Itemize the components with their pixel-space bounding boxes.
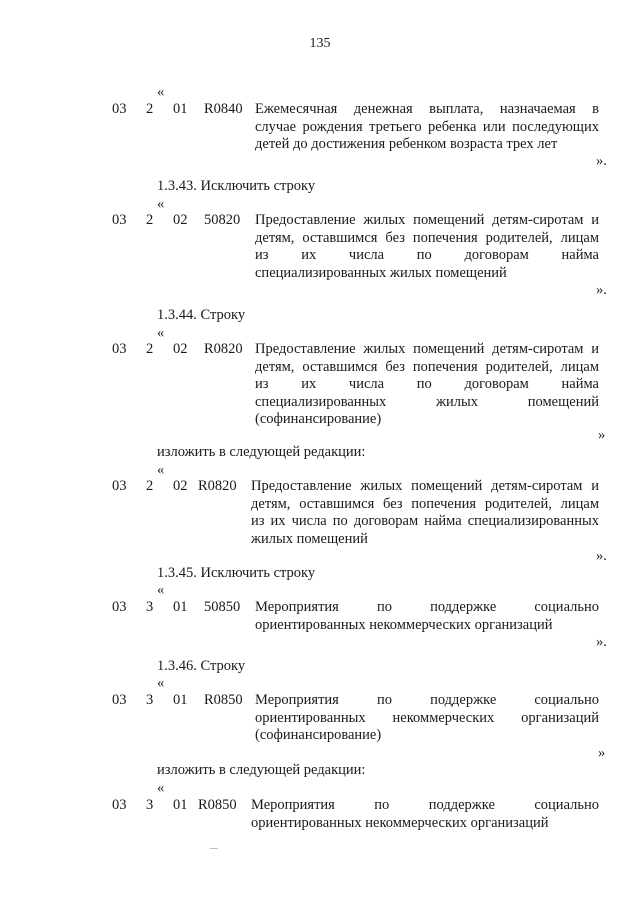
description-line: Ежемесячная денежная выплата, назначаемая в xyxy=(255,101,599,117)
instruction: 1.3.44. Строку xyxy=(157,307,246,323)
row-description xyxy=(251,478,599,548)
description-line: ориентированных некоммерческих организаций xyxy=(255,616,553,633)
code-section: 03 xyxy=(112,478,127,494)
open-quote: « xyxy=(157,325,165,341)
description-line: Мероприятия по поддержке социально xyxy=(255,692,599,708)
open-quote: « xyxy=(157,84,165,100)
description-line: Мероприятия по поддержке социально xyxy=(255,599,599,615)
code-section: 03 xyxy=(112,101,127,117)
description-line: детям, оставшимся без попечения родителей, лицам xyxy=(251,495,599,512)
open-quote: « xyxy=(157,780,165,796)
description-line: жилых помещений xyxy=(251,530,368,547)
description-line: (софинансирование) xyxy=(255,411,382,428)
description-line: ориентированных некоммерческих организаций xyxy=(255,709,599,726)
row-description xyxy=(255,341,599,429)
code-direction: 50850 xyxy=(204,599,241,615)
instruction: 1.3.45. Исключить строку xyxy=(157,565,316,581)
description-line: детей до достижения ребенком возраста трех лет xyxy=(255,136,558,153)
close-quote: » xyxy=(598,745,606,761)
code-event: 02 xyxy=(173,341,188,357)
description-line: из их числа по договорам найма xyxy=(255,247,599,264)
open-quote: « xyxy=(157,582,165,598)
code-subprogram: 2 xyxy=(146,101,154,117)
description-line: из их числа по договорам найма специализированных xyxy=(251,513,599,530)
description-line: специализированных жилых помещений xyxy=(255,264,507,281)
close-quote: ». xyxy=(596,282,607,298)
instruction: изложить в следующей редакции: xyxy=(157,444,366,460)
description-line: Предоставление жилых помещений детям-сиротам и xyxy=(251,478,599,494)
code-direction: R0820 xyxy=(204,341,243,357)
code-subprogram: 2 xyxy=(146,212,154,228)
code-event: 01 xyxy=(173,599,188,615)
code-direction: R0840 xyxy=(204,101,243,117)
code-direction: 50820 xyxy=(204,212,241,228)
code-section: 03 xyxy=(112,692,127,708)
row-description xyxy=(255,692,599,745)
row-description xyxy=(255,212,599,282)
description-line: детям, оставшимся без попечения родителей, лицам xyxy=(255,358,599,375)
page-number: 135 xyxy=(309,36,331,51)
code-subprogram: 3 xyxy=(146,599,154,615)
code-direction: R0850 xyxy=(204,692,243,708)
code-event: 02 xyxy=(173,478,188,494)
code-subprogram: 2 xyxy=(146,341,154,357)
description-line: (софинансирование) xyxy=(255,727,382,744)
scan-artifact xyxy=(210,848,218,849)
description-line: Предоставление жилых помещений детям-сиротам и xyxy=(255,212,599,228)
code-section: 03 xyxy=(112,599,127,615)
close-quote: ». xyxy=(596,153,607,169)
code-direction: R0820 xyxy=(198,478,237,494)
code-event: 02 xyxy=(173,212,188,228)
code-event: 01 xyxy=(173,797,188,813)
open-quote: « xyxy=(157,675,165,691)
code-section: 03 xyxy=(112,212,127,228)
code-section: 03 xyxy=(112,797,127,813)
open-quote: « xyxy=(157,196,165,212)
close-quote: » xyxy=(598,427,606,443)
instruction: 1.3.46. Строку xyxy=(157,658,246,674)
description-line: ориентированных некоммерческих организаций xyxy=(251,814,549,831)
code-direction: R0850 xyxy=(198,797,237,813)
code-event: 01 xyxy=(173,692,188,708)
row-description xyxy=(251,797,599,832)
close-quote: ». xyxy=(596,634,607,650)
code-subprogram: 3 xyxy=(146,797,154,813)
code-event: 01 xyxy=(173,101,188,117)
code-subprogram: 2 xyxy=(146,478,154,494)
row-description xyxy=(255,101,599,154)
instruction: 1.3.43. Исключить строку xyxy=(157,178,316,194)
description-line: детям, оставшимся без попечения родителей, лицам xyxy=(255,229,599,246)
instruction: изложить в следующей редакции: xyxy=(157,762,366,778)
description-line: Мероприятия по поддержке социально xyxy=(251,797,599,813)
code-section: 03 xyxy=(112,341,127,357)
description-line: специализированных жилых помещений xyxy=(255,393,599,410)
open-quote: « xyxy=(157,462,165,478)
row-description xyxy=(255,599,599,634)
description-line: Предоставление жилых помещений детям-сиротам и xyxy=(255,341,599,357)
description-line: из их числа по договорам найма xyxy=(255,376,599,393)
close-quote: ». xyxy=(596,548,607,564)
description-line: случае рождения третьего ребенка или последующих xyxy=(255,118,599,135)
code-subprogram: 3 xyxy=(146,692,154,708)
